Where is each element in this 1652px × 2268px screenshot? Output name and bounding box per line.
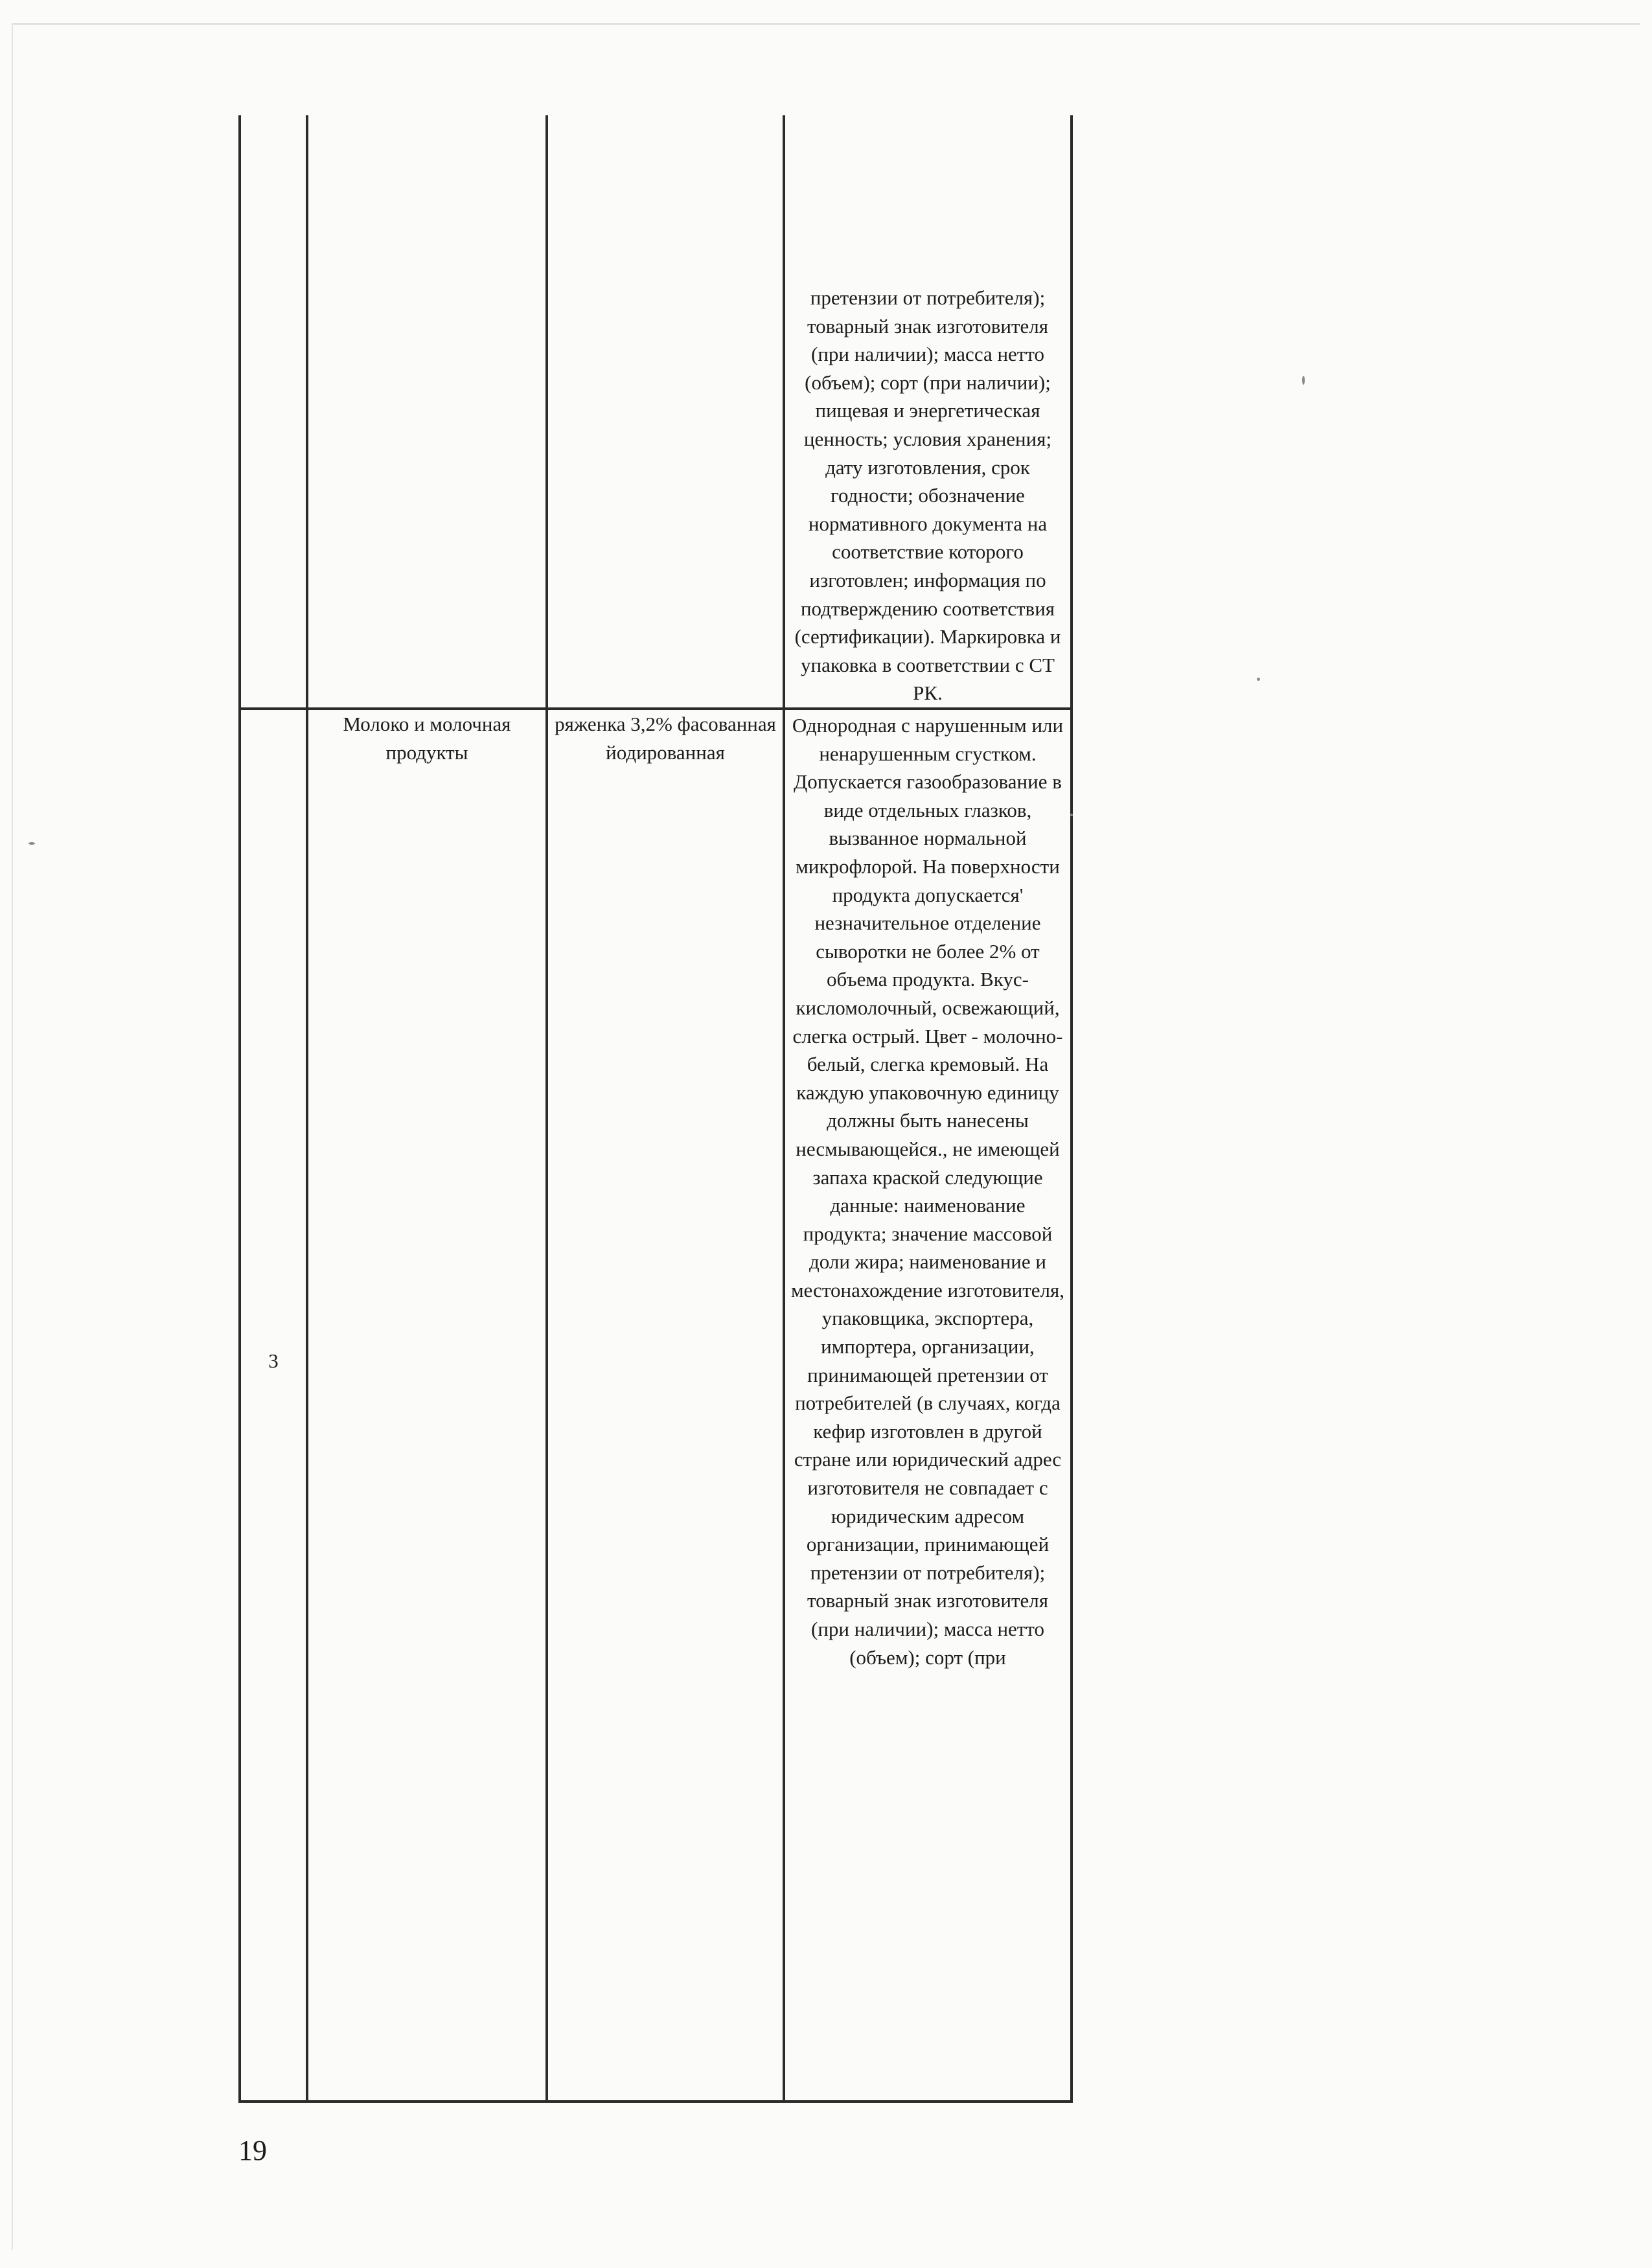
scan-speck	[29, 842, 35, 845]
cell-name-continued	[547, 115, 784, 709]
product-group: Молоко и молочная продукты	[343, 713, 511, 764]
product-spec-table	[238, 115, 1073, 2103]
table-row-3	[240, 709, 1072, 2102]
cell-group-continued	[307, 115, 547, 709]
scan-speck	[1302, 376, 1305, 385]
scan-speck	[1070, 814, 1073, 816]
cell-group-3	[307, 709, 547, 2102]
cell-description-3	[784, 709, 1072, 2102]
product-description: Однородная с нарушенным или ненарушенным сгустком. Допускается газообразование в виде отдельных глазков, вызванное нормальной микрофлорой. На поверхности продукта допускается' незначительное отделение сыворотки не более 2% от объема продукта. Вкус-кисломолочный, освежающий, слегка острый. Цвет - молочно-белый, слегка кремовый. На каждую упаковочную единицу должны быть нанесены несмывающейся., не имеющей запаха краской следующие данные: наименование продукта; значение массовой доли жира; наименование и местонахождение изготовителя, упаковщика, экспортера, импортера, организации, принимающей претензии от потребителей (в случаях, когда кефир изготовлен в другой стране или юридический адрес изготовителя не совпадает с юридическим адресом организации, принимающей претензии от потребителя); товарный знак изготовителя (при наличии); масса нетто (объем); сорт (при	[790, 714, 1065, 1669]
scan-left-edge	[12, 23, 13, 2250]
row-number: 3	[268, 1349, 279, 1373]
page-number: 19	[238, 2135, 267, 2166]
product-name: ряженка 3,2% фасованная йодированная	[555, 713, 776, 764]
scan-top-edge	[12, 23, 1640, 25]
cell-description-continued: претензии от потребителя); товарный знак изготовителя (при наличии); масса нетто (объем); сорт (при наличии); пищевая и энергетическая ценность; условия хранения; дату изготовления, срок годности; обозначение нормативного документа на соответствие которого изготовлен; информация по подтверждению соответствия (сертификации). Маркировка и упаковка в соответствии с СТ РК.	[784, 115, 1072, 709]
cell-number-3	[240, 709, 307, 2102]
scan-speck	[1257, 678, 1260, 681]
table-row-continued	[240, 115, 1072, 709]
cell-number-continued	[240, 115, 307, 709]
cell-name-3	[547, 709, 784, 2102]
